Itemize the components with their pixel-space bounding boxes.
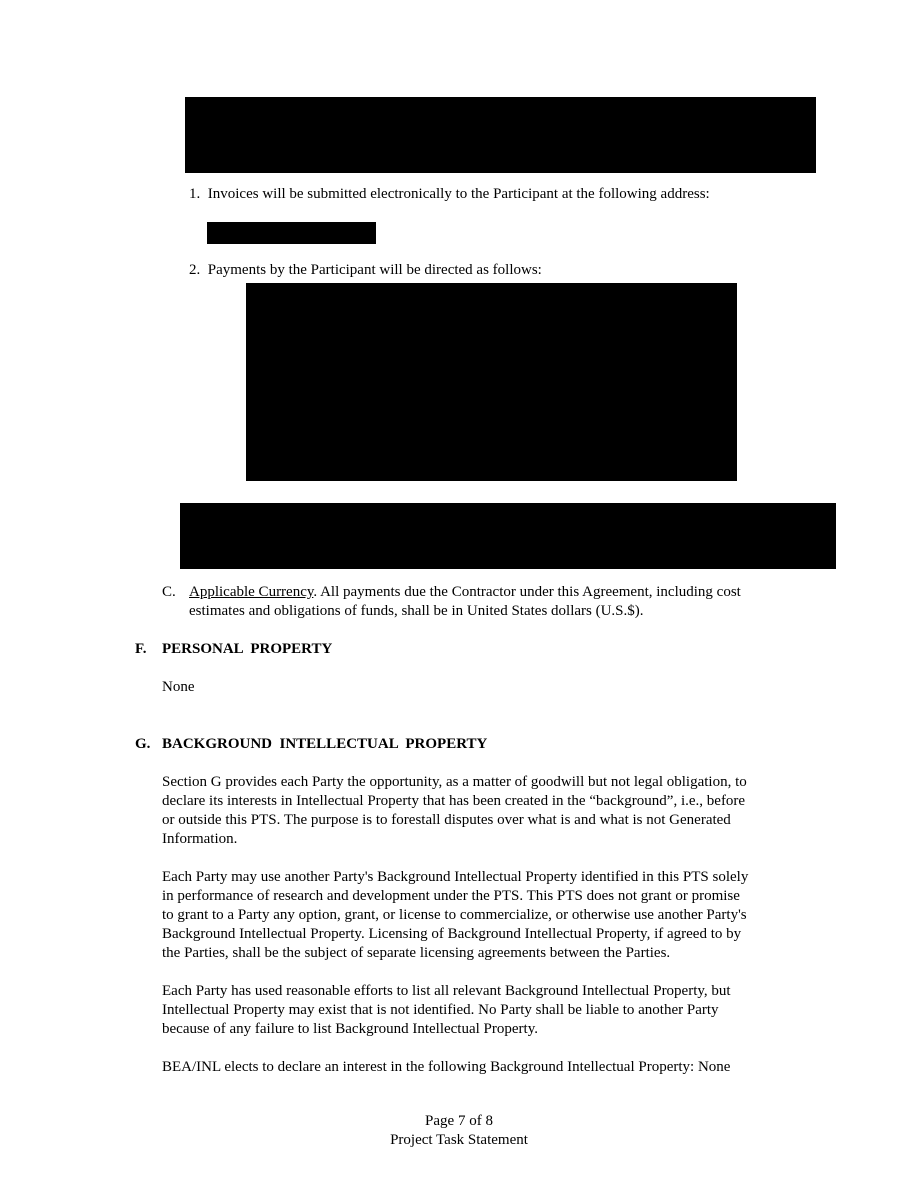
currency-letter: C.	[162, 584, 176, 600]
invoices-text: Invoices will be submitted electronically to the Participant at the following address:	[207, 186, 710, 202]
redaction-block-payment-details	[246, 283, 737, 481]
currency-line1-text: . All payments due the Contractor under this Agreement, including cost	[313, 584, 741, 600]
redaction-block-top	[185, 97, 816, 173]
payments-number: 2.	[189, 262, 201, 278]
section-g-letter: G.	[135, 736, 151, 752]
section-g-para3-line2: Intellectual Property may exist that is not identified. No Party shall be liable to another Party	[162, 1002, 719, 1018]
currency-title: Applicable Currency	[189, 584, 314, 600]
section-f-body: None	[162, 679, 195, 695]
section-g-para1-line4: Information.	[162, 831, 238, 847]
section-g-para3-line3: because of any failure to list Background Intellectual Property.	[162, 1021, 538, 1037]
section-g-para2-line1: Each Party may use another Party's Background Intellectual Property identified in this PTS solely	[162, 869, 749, 885]
section-g-para4: BEA/INL elects to declare an interest in the following Background Intellectual Property: None	[162, 1059, 731, 1075]
section-g-para3-line1: Each Party has used reasonable efforts to list all relevant Background Intellectual Property, but	[162, 983, 731, 999]
section-g-para2-line4: Background Intellectual Property. Licensing of Background Intellectual Property, if agreed to by	[162, 926, 742, 942]
currency-line-2: estimates and obligations of funds, shall be in United States dollars (U.S.$).	[189, 603, 644, 619]
payments-text: Payments by the Participant will be directed as follows:	[207, 262, 542, 278]
invoices-item	[189, 185, 710, 204]
currency-line-1	[189, 583, 741, 602]
section-f-title: PERSONAL PROPERTY	[162, 641, 333, 657]
section-g-para1-line3: or outside this PTS. The purpose is to forestall disputes over what is and what is not Generated	[162, 812, 731, 828]
invoices-number: 1.	[189, 186, 201, 202]
section-g-para2-line5: the Parties, shall be the subject of separate licensing agreements between the Parties.	[162, 945, 671, 961]
section-g-title: BACKGROUND INTELLECTUAL PROPERTY	[162, 736, 488, 752]
footer-page-number: Page 7 of 8	[425, 1113, 493, 1129]
section-f-letter: F.	[135, 641, 147, 657]
section-g-para1-line2: declare its interests in Intellectual Property that has been created in the “background”, i.e., before	[162, 793, 746, 809]
redaction-block-address	[207, 222, 376, 244]
payments-item	[189, 261, 542, 280]
section-g-para2-line2: in performance of research and development under the PTS. This PTS does not grant or promise	[162, 888, 740, 904]
section-g-para2-line3: to grant to a Party any option, grant, or license to commercialize, or otherwise use another Party's	[162, 907, 747, 923]
section-g-para1-line1: Section G provides each Party the opportunity, as a matter of goodwill but not legal obligation, to	[162, 774, 747, 790]
redaction-block-middle	[180, 503, 836, 569]
footer-document-title: Project Task Statement	[390, 1132, 528, 1148]
